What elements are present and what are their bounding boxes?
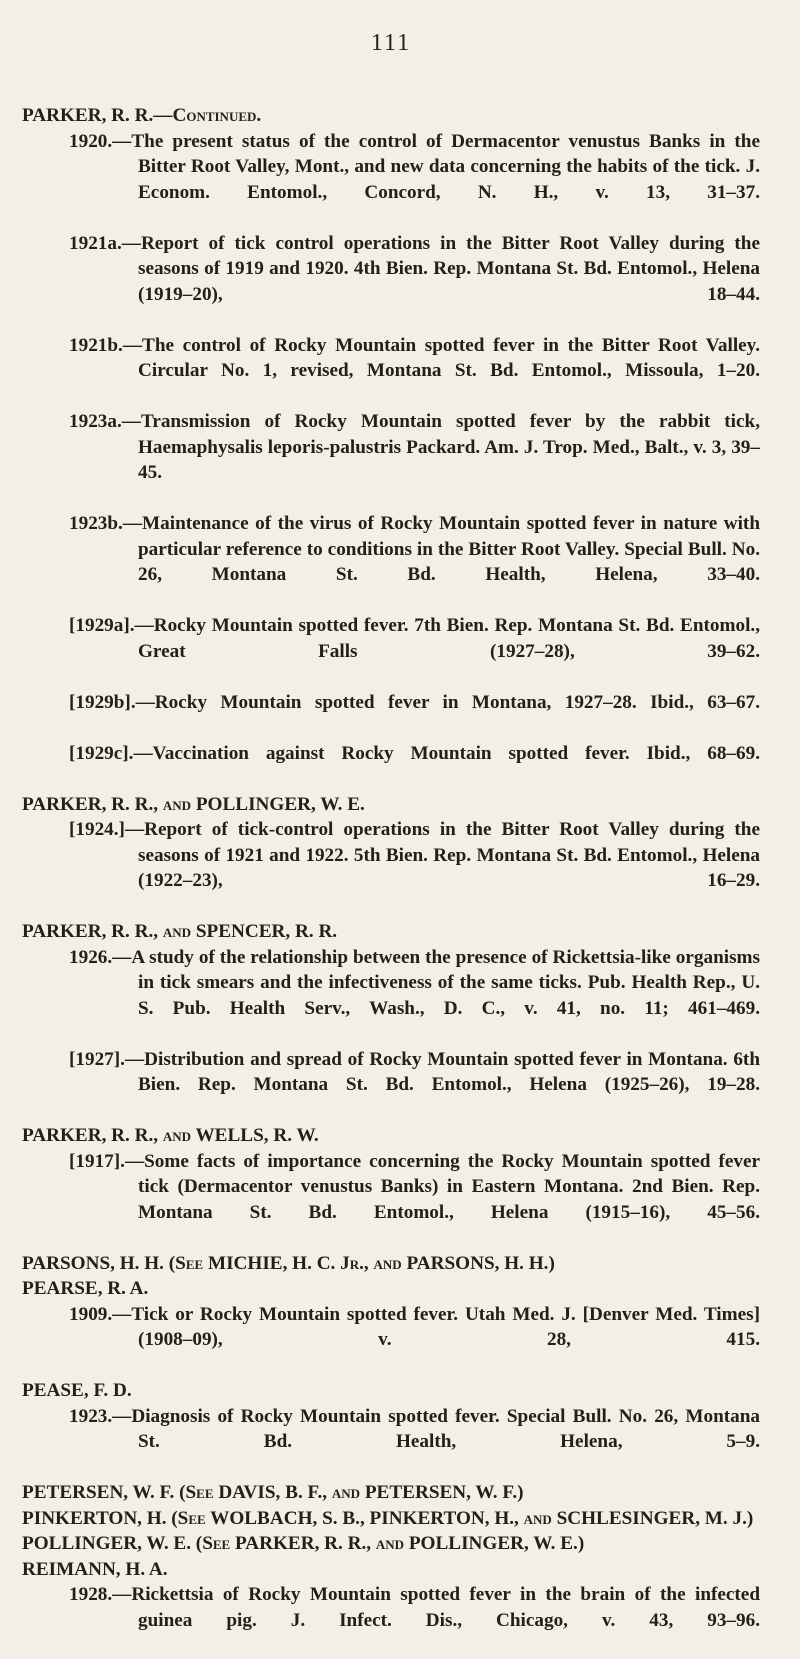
author-heading (22, 1557, 760, 1583)
citation-entry (22, 1302, 760, 1379)
citation-text: 1909.—Tick or Rocky Mountain spotted fever. Utah Med. J. [Denver Med. Times] (1908–09), v. 28, 415. (69, 1303, 760, 1350)
citation-text: [1929a].—Rocky Mountain spotted fever. 7th Bien. Rep. Montana St. Bd. Entomol., Great Falls (1927–28), 39–62. (69, 615, 760, 662)
author-heading-text: PEASE, F. D. (22, 1380, 132, 1401)
citation-entry (22, 741, 760, 792)
author-heading (22, 103, 760, 129)
author-heading-text: PINKERTON, H. (See WOLBACH, S. B., PINKERTON, H., and SCHLESINGER, M. J.) (22, 1507, 754, 1529)
citation-entry (22, 613, 760, 690)
citation-text: 1923b.—Maintenance of the virus of Rocky Mountain spotted fever in nature with particular reference to conditions in the Bitter Root Valley. Special Bull. No. 26, Montana St. Bd. Health, Helena, 33–40. (69, 513, 760, 585)
citation-text: 1923a.—Transmission of Rocky Mountain spotted fever by the rabbit tick, Haemaphysalis leporis-palustris Packard. Am. J. Trop. Med., Balt., v. 3, 39–45. (69, 411, 760, 483)
citation-entry (22, 1149, 760, 1251)
author-heading-text: REIMANN, H. A. (22, 1558, 168, 1580)
author-heading (22, 1506, 760, 1532)
author-heading-text: PARKER, R. R., and WELLS, R. W. (22, 1125, 319, 1146)
citation-text: 1926.—A study of the relationship between the presence of Rickettsia-like organisms in tick smears and the infectiveness of the same ticks. Pub. Health Rep., U. S. Pub. Health Serv., Wash., D. C., v. 41, no. 11; 461–469. (69, 946, 760, 1019)
author-heading-text: PARKER, R. R.—Continued. (22, 105, 262, 126)
author-heading (22, 1251, 760, 1277)
citation-text: [1929c].—Vaccination against Rocky Mountain spotted fever. Ibid., 68–69. (69, 742, 760, 764)
author-heading-text: PARKER, R. R., and SPENCER, R. R. (22, 921, 338, 942)
citation-entry (22, 231, 760, 333)
citation-text: 1923.—Diagnosis of Rocky Mountain spotted fever. Special Bull. No. 26, Montana St. Bd. Health, Helena, 5–9. (69, 1405, 760, 1452)
citation-text: 1921a.—Report of tick control operations in the Bitter Root Valley during the seasons of 1919 and 1920. 4th Bien. Rep. Montana St. Bd. Entomol., Helena (1919–20), 18–44. (69, 232, 760, 305)
author-heading (22, 1378, 760, 1404)
citation-entry (22, 409, 760, 511)
author-heading (22, 1531, 760, 1557)
citation-text: [1927].—Distribution and spread of Rocky Mountain spotted fever in Montana. 6th Bien. Rep. Montana St. Bd. Entomol., Helena (1925–26), 19–28. (69, 1048, 760, 1095)
citation-entry (22, 690, 760, 741)
citation-entry (22, 333, 760, 410)
citation-entry (22, 129, 760, 231)
citation-text: 1928.—Rickettsia of Rocky Mountain spotted fever in the brain of the infected guinea pig. J. Infect. Dis., Chicago, v. 43, 93–96. (69, 1584, 760, 1631)
citation-text: [1924.]—Report of tick-control operations in the Bitter Root Valley during the seasons of 1921 and 1922. 5th Bien. Rep. Montana St. Bd. Entomol., Helena (1922–23), 16–29. (69, 819, 760, 891)
bibliography-list (22, 103, 760, 1659)
citation-entry (22, 1404, 760, 1481)
citation-entry (22, 1582, 760, 1659)
citation-text: [1917].—Some facts of importance concerning the Rocky Mountain spotted fever tick (Dermacentor venustus Banks) in Eastern Montana. 2nd Bien. Rep. Montana St. Bd. Entomol., Helena (1915–16), 45–56. (69, 1150, 760, 1223)
author-heading-text: POLLINGER, W. E. (See PARKER, R. R., and POLLINGER, W. E.) (22, 1533, 585, 1554)
author-heading-text: PETERSEN, W. F. (See DAVIS, B. F., and PETERSEN, W. F.) (22, 1482, 524, 1503)
author-heading-text: PARSONS, H. H. (See MICHIE, H. C. Jr., and PARSONS, H. H.) (22, 1252, 555, 1274)
author-heading-text: PARKER, R. R., and POLLINGER, W. E. (22, 793, 365, 815)
author-heading (22, 1123, 760, 1149)
citation-text: [1929b].—Rocky Mountain spotted fever in Montana, 1927–28. Ibid., 63–67. (69, 691, 760, 713)
author-heading (22, 792, 760, 818)
author-heading-text: PEARSE, R. A. (22, 1278, 149, 1299)
page-number: 111 (370, 30, 412, 56)
author-heading (22, 1276, 760, 1302)
citation-text: 1921b.—The control of Rocky Mountain spotted fever in the Bitter Root Valley. Circular No. 1, revised, Montana St. Bd. Entomol., Missoula, 1–20. (69, 334, 760, 381)
citation-entry (22, 511, 760, 613)
citation-text: 1920.—The present status of the control of Dermacentor venustus Banks in the Bitter Root Valley, Mont., and new data concerning the habits of the tick. J. Econom. Entomol., Concord, N. H., v. 13, 31–37. (69, 130, 760, 203)
citation-entry (22, 817, 760, 919)
author-heading (22, 1480, 760, 1506)
citation-entry (22, 1047, 760, 1124)
author-heading (22, 919, 760, 945)
citation-entry (22, 945, 760, 1047)
